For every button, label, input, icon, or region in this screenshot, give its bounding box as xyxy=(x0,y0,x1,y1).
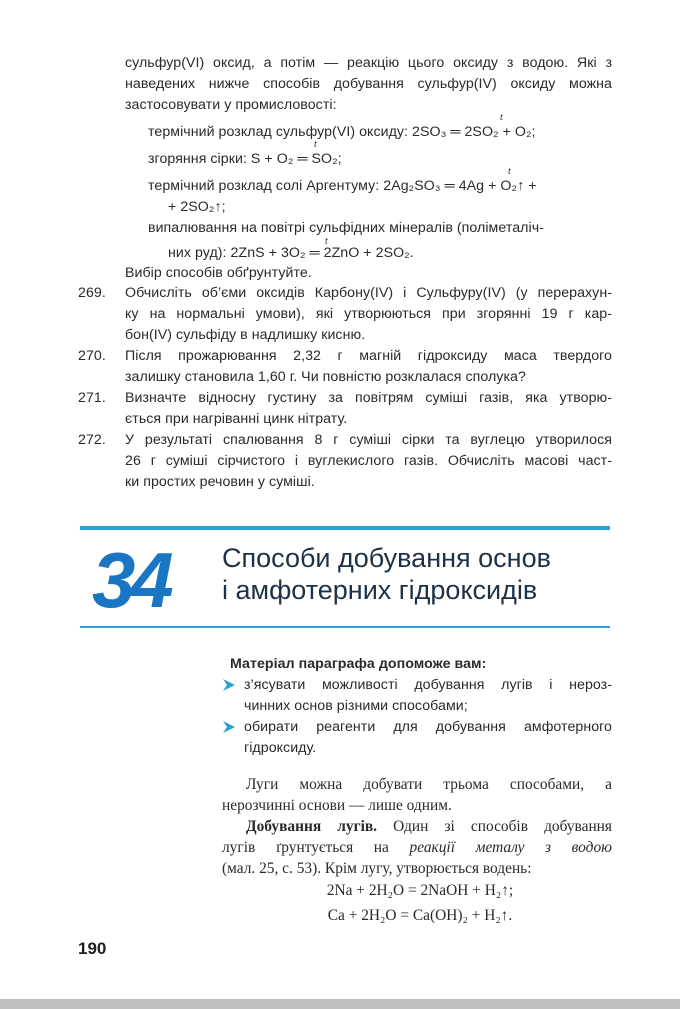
chevron-right-icon xyxy=(222,720,236,734)
chapter-rule-top xyxy=(80,526,610,530)
problem-number: 271. xyxy=(78,390,106,406)
heat-mark: t xyxy=(508,166,511,177)
body-paragraph-2 xyxy=(222,816,612,879)
problem-line: 26 г суміші сірчистого і вуглекислого газів. Обчисліть масові част- xyxy=(125,453,612,469)
heat-mark: t xyxy=(314,139,317,150)
problem-line: Після прожарювання 2,32 г магній гідроксиду маса твердого xyxy=(125,348,612,364)
body-paragraph-1 xyxy=(222,774,612,816)
problem-line: У результаті спалювання 8 г суміші сірки та вуглецю утворилося xyxy=(125,432,612,448)
chapter-number: 34 xyxy=(92,536,169,624)
goal-item xyxy=(222,717,612,759)
intro-line: застосовувати у промисловості: xyxy=(125,97,337,113)
equation: Ca + 2H₂O = Ca(OH)₂ + H₂↑. xyxy=(327,907,513,924)
goal-line: з’ясувати можливості добування лугів і нероз- xyxy=(244,677,612,693)
problem-line: ку на нормальні умови), які утворюються при згорянні 19 г кар- xyxy=(125,306,612,322)
body-line: Добування лугів. Один зі способів добування xyxy=(246,818,613,835)
goal-item xyxy=(222,675,612,717)
intro-line: наведених нижче способів добування сульфур(IV) оксиду можна xyxy=(125,76,612,92)
heat-mark: t xyxy=(325,236,328,247)
justify-note: Вибір способів обґрунтуйте. xyxy=(125,265,312,281)
method-continuation: них руд): 2ZnS + 3O₂ ═ 2ZnO + 2SO₂. xyxy=(168,245,414,261)
goals-heading: Матеріал параграфа допоможе вам: xyxy=(230,656,487,672)
method-item-3 xyxy=(148,176,612,218)
chapter-title-line: Способи добування основ xyxy=(222,543,551,573)
method-item-2 xyxy=(148,149,612,170)
chevron-right-icon xyxy=(222,678,236,692)
equation: 2Na + 2H₂O = 2NaOH + H₂↑; xyxy=(326,882,514,899)
method-item-1 xyxy=(148,122,612,143)
goal-line: чинних основ різними способами; xyxy=(244,698,468,714)
problem-line: Визначте відносну густину за повітрям суміші газів, яка утворю- xyxy=(125,390,612,406)
problem-number: 269. xyxy=(78,285,106,301)
body-line: (мал. 25, с. 53). Крім лугу, утворюється водень: xyxy=(222,860,532,877)
problem-item xyxy=(78,283,612,346)
page-number: 190 xyxy=(78,939,107,958)
problem-line: ється при нагріванні цинк нітрату. xyxy=(125,411,348,427)
method-continuation: + 2SO₂↑; xyxy=(168,199,226,215)
method-item-4 xyxy=(148,218,612,264)
chapter-title-line: і амфотерних гідроксидів xyxy=(222,575,538,605)
problem-item xyxy=(78,388,612,430)
body-line: нерозчинні основи — лише одним. xyxy=(222,797,452,814)
problem-line: бон(IV) сульфіду в надлишку кисню. xyxy=(125,327,366,343)
method-text: випалювання на повітрі сульфідних мінералів (поліметаліч- xyxy=(148,220,544,236)
page-bottom-bar xyxy=(0,999,680,1009)
goal-line: обирати реагенти для добування амфотерного xyxy=(244,719,612,735)
goal-line: гідроксиду. xyxy=(244,740,317,756)
section-subheading: Добування лугів. xyxy=(246,818,378,835)
intro-paragraph xyxy=(125,53,612,116)
problem-line: залишку становила 1,60 г. Чи повністю розклалася сполука? xyxy=(125,369,526,385)
body-line: лугів ґрунтується на реакції металу з водою xyxy=(222,839,612,856)
chapter-rule-bottom xyxy=(80,626,610,628)
problem-item xyxy=(78,430,612,493)
heat-mark: t xyxy=(500,112,503,123)
method-text: термічний розклад солі Аргентуму: 2Ag₂SO₃ ═ 4Ag + O₂↑ + xyxy=(148,178,537,194)
problem-line: Обчисліть об’єми оксидів Карбону(IV) і Сульфуру(IV) (у перерахун- xyxy=(125,285,612,301)
method-text: термічний розклад сульфур(VI) оксиду: 2SO₃ ═ 2SO₂ + O₂; xyxy=(148,124,536,140)
problem-number: 272. xyxy=(78,432,106,448)
chapter-title xyxy=(222,542,612,606)
problem-item xyxy=(78,346,612,388)
problem-number: 270. xyxy=(78,348,106,364)
problem-line: ки простих речовин у суміші. xyxy=(125,474,315,490)
method-text: згоряння сірки: S + O₂ ═ SO₂; xyxy=(148,151,342,167)
body-line: Луги можна добувати трьома способами, а xyxy=(246,776,612,793)
intro-line: сульфур(VI) оксид, а потім — реакцію цього оксиду з водою. Які з xyxy=(125,55,612,71)
